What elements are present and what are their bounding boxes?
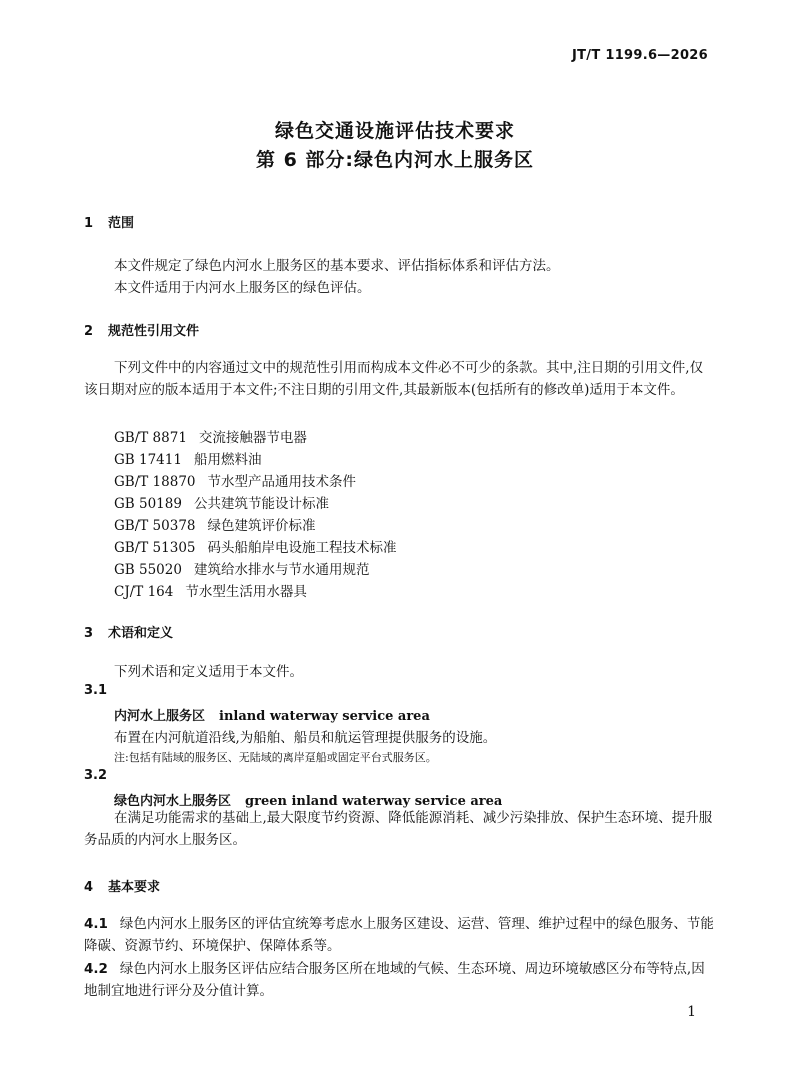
reference-name: 交流接触器节电器 [198, 430, 307, 446]
reference-code: GB 17411 [114, 452, 182, 468]
section-title: 范围 [108, 216, 135, 231]
reference-code: GB/T 8871 [114, 430, 187, 446]
reference-item [114, 426, 307, 446]
requirement-item [84, 913, 716, 957]
reference-name: 绿色建筑评价标准 [207, 518, 316, 534]
section-4-heading [84, 876, 160, 895]
reference-item [114, 448, 261, 468]
section-2-heading [84, 320, 199, 339]
term-zh: 内河水上服务区 [114, 709, 206, 724]
requirement-text: 绿色内河水上服务区的评估宜统筹考虑水上服务区建设、运营、管理、维护过程中的绿色服务、节能降碳、资源节约、环境保护、保障体系等。 [84, 916, 714, 954]
section-3-heading [84, 622, 173, 641]
term-entry [114, 705, 430, 724]
reference-name: 建筑给水排水与节水通用规范 [193, 562, 370, 578]
reference-name: 船用燃料油 [193, 452, 262, 468]
reference-item [114, 536, 397, 556]
term-definition: 在满足功能需求的基础上,最大限度节约资源、降低能源消耗、减少污染排放、保护生态环境、提升服务品质的内河水上服务区。 [84, 810, 713, 848]
term-number: 3.1 [84, 683, 108, 698]
section-number: 4 [84, 880, 94, 895]
reference-name: 节水型产品通用技术条件 [207, 474, 356, 490]
requirement-text: 绿色内河水上服务区评估应结合服务区所在地域的气候、生态环境、周边环境敏感区分布等特点,因地制宜地进行评分及分值计算。 [84, 961, 705, 999]
term-note: 注:包括有陆域的服务区、无陆域的离岸趸船或固定平台式服务区。 [114, 751, 437, 764]
requirement-number: 4.1 [84, 916, 108, 932]
reference-code: GB/T 51305 [114, 540, 196, 556]
section-number: 1 [84, 216, 94, 231]
reference-name: 公共建筑节能设计标准 [193, 496, 329, 512]
document-subtitle: 第 6 部分:绿色内河水上服务区 [255, 149, 535, 171]
term-zh: 绿色内河水上服务区 [114, 794, 232, 809]
reference-code: GB/T 50378 [114, 518, 196, 534]
section-1-heading [84, 212, 134, 231]
section-title: 规范性引用文件 [108, 324, 200, 339]
reference-item [114, 558, 369, 578]
scope-paragraph-2: 本文件适用于内河水上服务区的绿色评估。 [114, 280, 371, 296]
reference-item [114, 514, 316, 534]
normative-references-intro: 下列文件中的内容通过文中的规范性引用而构成本文件必不可少的条款。其中,注日期的引用文件,仅该日期对应的版本适用于本文件;不注日期的引用文件,其最新版本(包括所有的修改单)适用于本文件。 [84, 360, 704, 398]
section-title: 基本要求 [108, 880, 161, 895]
reference-item [114, 492, 329, 512]
term-en: inland waterway service area [219, 709, 430, 724]
requirement-number: 4.2 [84, 961, 108, 977]
requirement-item [84, 958, 716, 1002]
page-number: 1 [687, 1004, 696, 1020]
reference-code: GB 50189 [114, 496, 182, 512]
term-definition: 布置在内河航道沿线,为船舶、船员和航运管理提供服务的设施。 [114, 730, 497, 746]
reference-name: 码头船舶岸电设施工程技术标准 [207, 540, 397, 556]
document-title: 绿色交通设施评估技术要求 [274, 120, 515, 142]
reference-code: CJ/T 164 [114, 584, 174, 600]
terms-intro: 下列术语和定义适用于本文件。 [114, 664, 303, 680]
scope-paragraph-1: 本文件规定了绿色内河水上服务区的基本要求、评估指标体系和评估方法。 [114, 258, 560, 274]
reference-name: 节水型生活用水器具 [185, 584, 307, 600]
section-number: 2 [84, 324, 94, 339]
section-number: 3 [84, 626, 94, 641]
reference-code: GB/T 18870 [114, 474, 196, 490]
section-title: 术语和定义 [108, 626, 174, 641]
reference-item [114, 470, 356, 490]
term-number: 3.2 [84, 768, 108, 783]
term-en: green inland waterway service area [245, 794, 503, 809]
reference-code: GB 55020 [114, 562, 182, 578]
reference-item [114, 580, 307, 600]
standard-code: JT/T 1199.6—2026 [572, 48, 708, 63]
